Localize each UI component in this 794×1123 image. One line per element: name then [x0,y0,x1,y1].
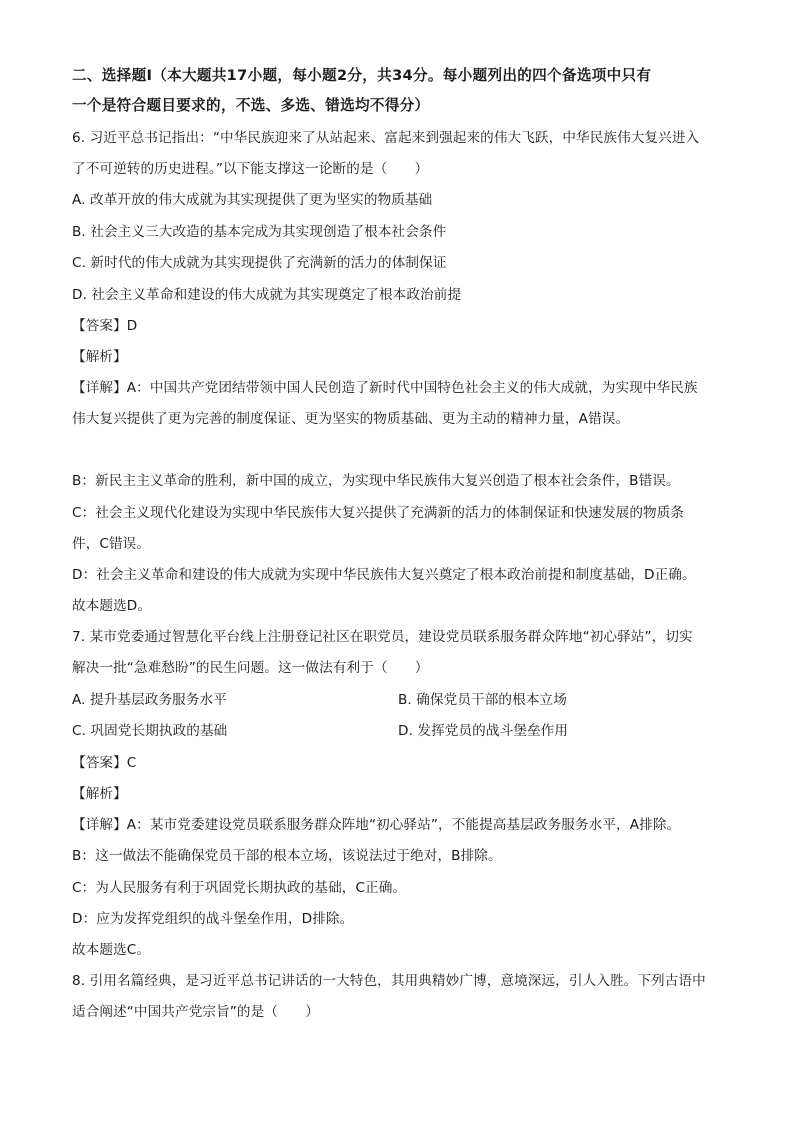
q7-answer: 【答案】C [72,755,137,771]
q7-detail-b: B：这一做法不能确保党员干部的根本立场，该说法过于绝对，B排除。 [72,848,502,864]
q6-stem-line2: 了不可逆转的历史进程。”以下能支撑这一论断的是（ ） [72,161,429,177]
q7-stem-line2: 解决一批“急难愁盼”的民生问题。这一做法有利于（ ） [72,660,429,676]
q6-conclusion: 故本题选D。 [72,598,152,614]
q6-detail-line2: 伟大复兴提供了更为完善的制度保证、更为坚实的物质基础、更为主动的精神力量，A错误。 [72,411,630,427]
q7-option-a: A. 提升基层政务服务水平 [72,692,227,708]
q7-conclusion: 故本题选C。 [72,942,151,958]
q8-stem-line2: 适合阐述“中国共产党宗旨”的是（ ） [72,1004,320,1020]
q8-stem-line1: 8. 引用名篇经典，是习近平总书记讲话的一大特色，其用典精妙广博，意境深远，引人入胜。下列古语中 [72,973,706,989]
q6-answer: 【答案】D [72,318,138,334]
q6-option-d: D. 社会主义革命和建设的伟大成就为其实现奠定了根本政治前提 [72,287,462,303]
q6-stem-line1: 6. 习近平总书记指出：“中华民族迎来了从站起来、富起来到强起来的伟大飞跃，中华民族伟大复兴进入 [72,130,700,146]
q7-detail-d: D：应为发挥党组织的战斗堡垒作用，D排除。 [72,911,354,927]
q7-options-row1 [72,690,722,710]
q6-detail-c-line1: C：社会主义现代化建设为实现中华民族伟大复兴提供了充满新的活力的体制保证和快速发展的物质条 [72,505,685,521]
q7-option-b: B. 确保党员干部的根本立场 [398,692,567,708]
q7-analysis-label: 【解析】 [72,786,127,802]
q6-analysis-label: 【解析】 [72,349,127,365]
q7-option-d: D. 发挥党员的战斗堡垒作用 [398,723,569,739]
q7-options-row2 [72,721,722,741]
q6-detail-b: B：新民主主义革命的胜利，新中国的成立，为实现中华民族伟大复兴创造了根本社会条件，B错误。 [72,473,680,489]
q6-detail-d: D：社会主义革命和建设的伟大成就为实现中华民族伟大复兴奠定了根本政治前提和制度基础，D正确。 [72,567,696,583]
section-heading-line1: 二、选择题Ⅰ（本大题共17小题，每小题2分，共34分。每小题列出的四个备选项中只有 [72,67,652,84]
q7-detail-a: 【详解】A：某市党委建设党员联系服务群众阵地“初心驿站”，不能提高基层政务服务水平，A排除。 [72,817,681,833]
q7-option-c: C. 巩固党长期执政的基础 [72,723,228,739]
section-heading-line2: 一个是符合题目要求的，不选、多选、错选均不得分） [72,97,430,114]
q6-detail-line1: 【详解】A：中国共产党团结带领中国人民创造了新时代中国特色社会主义的伟大成就，为实现中华民族 [72,380,698,396]
q6-option-a: A. 改革开放的伟大成就为其实现提供了更为坚实的物质基础 [72,192,433,208]
q7-stem-line1: 7. 某市党委通过智慧化平台线上注册登记社区在职党员，建设党员联系服务群众阵地“初心驿站”，切实 [72,629,693,645]
q7-detail-c: C：为人民服务有利于巩固党长期执政的基础，C正确。 [72,880,407,896]
q6-option-b: B. 社会主义三大改造的基本完成为其实现创造了根本社会条件 [72,224,447,240]
q6-option-c: C. 新时代的伟大成就为其实现提供了充满新的活力的体制保证 [72,255,447,271]
q6-detail-c-line2: 件，C错误。 [72,536,151,552]
